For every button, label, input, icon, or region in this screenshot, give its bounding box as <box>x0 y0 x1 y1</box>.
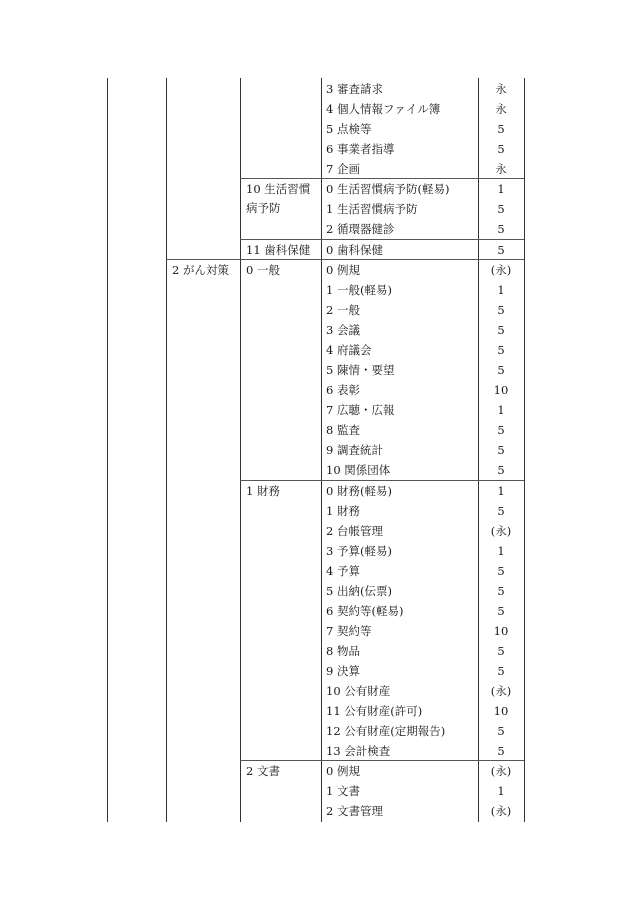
row-sub: 3 審査請求 <box>326 82 383 96</box>
row-sub: 0 生活習慣病予防(軽易) <box>326 182 450 196</box>
row-period: 5 <box>497 122 505 136</box>
row-sub: 2 一般 <box>326 303 360 317</box>
row-period: 永 <box>495 162 507 176</box>
row-period: 5 <box>497 724 505 738</box>
row-period: (永) <box>490 684 512 698</box>
row-period: 5 <box>497 323 505 337</box>
row-period: 1 <box>497 784 505 798</box>
row-sub: 2 循環器健診 <box>326 222 395 236</box>
row-period: 1 <box>497 403 505 417</box>
row-sub: 3 会議 <box>326 323 360 337</box>
row-sub: 10 関係団体 <box>326 463 391 477</box>
row-period: 1 <box>497 544 505 558</box>
row-sub: 4 府議会 <box>326 343 372 357</box>
row-sub: 12 公有財産(定期報告) <box>326 724 446 738</box>
row-period: 5 <box>497 463 505 477</box>
row-sub: 4 予算 <box>326 564 360 578</box>
row-sub: 1 文書 <box>326 784 360 798</box>
row-sub: 6 事業者指導 <box>326 142 395 156</box>
row-period: 永 <box>495 102 507 116</box>
row-period: 5 <box>497 604 505 618</box>
row-period: 5 <box>497 423 505 437</box>
row-sub: 2 台帳管理 <box>326 524 383 538</box>
group-label: 2 文書 <box>246 764 280 778</box>
row-period: 5 <box>497 644 505 658</box>
row-period: 5 <box>497 443 505 457</box>
group-label: 1 財務 <box>246 484 280 498</box>
row-sub: 8 監査 <box>326 423 360 437</box>
row-period: 5 <box>497 303 505 317</box>
col-line-4 <box>321 78 322 822</box>
row-sub: 11 公有財産(許可) <box>326 704 423 718</box>
row-period: (永) <box>490 764 512 778</box>
row-period: (永) <box>490 263 512 277</box>
row-sub: 7 企画 <box>326 162 360 176</box>
row-period: 5 <box>497 202 505 216</box>
row-period: 1 <box>497 283 505 297</box>
col-line-1 <box>107 78 108 822</box>
row-sub: 7 契約等 <box>326 624 372 638</box>
row-period: 5 <box>497 243 505 257</box>
row-sub: 10 公有財産 <box>326 684 391 698</box>
row-period: 1 <box>497 484 505 498</box>
row-sub: 0 例規 <box>326 764 360 778</box>
row-period: 10 <box>493 624 509 638</box>
row-sub: 4 個人情報ファイル簿 <box>326 102 441 116</box>
row-sub: 0 財務(軽易) <box>326 484 392 498</box>
row-sub: 5 出納(伝票) <box>326 584 392 598</box>
row-period: 5 <box>497 584 505 598</box>
row-sub: 2 文書管理 <box>326 804 383 818</box>
col-line-2 <box>166 78 167 822</box>
group-label: 0 一般 <box>246 263 280 277</box>
row-period: 5 <box>497 363 505 377</box>
row-sub: 6 契約等(軽易) <box>326 604 404 618</box>
row-period: 5 <box>497 504 505 518</box>
row-sub: 9 調査統計 <box>326 443 383 457</box>
col-line-3 <box>240 78 241 822</box>
row-period: 5 <box>497 744 505 758</box>
group-label: 10 生活習慣病予防 <box>246 182 311 215</box>
row-period: 10 <box>493 704 509 718</box>
row-period: 永 <box>495 82 507 96</box>
row-period: 1 <box>497 182 505 196</box>
row-period: 5 <box>497 664 505 678</box>
row-period: (永) <box>490 524 512 538</box>
row-sub: 1 一般(軽易) <box>326 283 392 297</box>
row-sub: 13 会計検査 <box>326 744 391 758</box>
row-sub: 5 陳情・要望 <box>326 363 395 377</box>
row-sub: 9 決算 <box>326 664 360 678</box>
row-period: 5 <box>497 564 505 578</box>
row-period: 5 <box>497 343 505 357</box>
row-period: 5 <box>497 222 505 236</box>
group-label: 11 歯科保健 <box>246 243 311 257</box>
row-sub: 5 点検等 <box>326 122 372 136</box>
row-period: 5 <box>497 142 505 156</box>
row-period: 10 <box>493 383 509 397</box>
row-sub: 6 表彰 <box>326 383 360 397</box>
row-sub: 1 生活習慣病予防 <box>326 202 418 216</box>
row-sub: 0 歯科保健 <box>326 243 383 257</box>
row-sub: 7 広聴・広報 <box>326 403 395 417</box>
row-period: (永) <box>490 804 512 818</box>
row-sub: 8 物品 <box>326 644 360 658</box>
row-sub: 0 例規 <box>326 263 360 277</box>
category-label: 2 がん対策 <box>172 263 229 277</box>
row-sub: 3 予算(軽易) <box>326 544 392 558</box>
row-sub: 1 財務 <box>326 504 360 518</box>
